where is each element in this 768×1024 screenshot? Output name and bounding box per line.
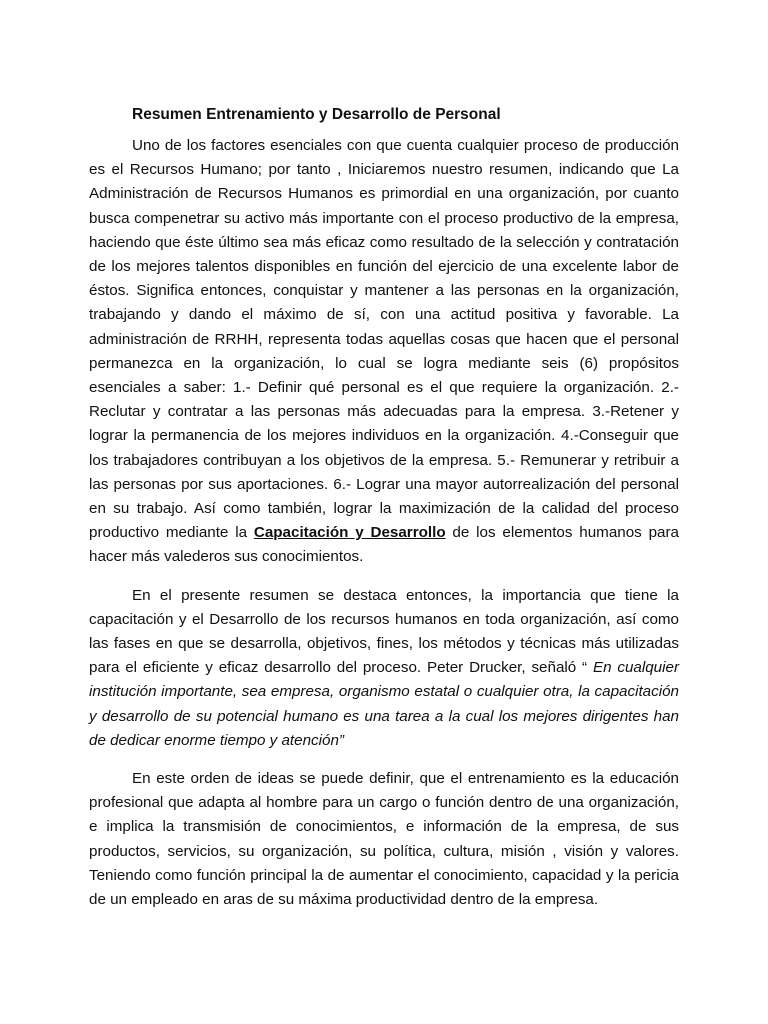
paragraph-importance — [89, 584, 679, 753]
emphasis-capacitacion-desarrollo: Capacitación y Desarrollo — [253, 524, 446, 542]
paragraph-definition — [89, 767, 679, 912]
document-title: Resumen Entrenamiento y Desarrollo de Personal — [132, 106, 501, 123]
paragraph-introduction-text: Uno de los factores esenciales con que cuenta cualquier proceso de producción es el Recursos Humano; por tanto , Iniciaremos nuestro resumen, indicando que La Administración de Recursos Humanos es primordial en una organización, por cuanto busca compenetrar su activo más importante con el proceso productivo de la empresa, haciendo que éste último sea más eficaz como resultado de la selección y contratación de los mejores talentos disponibles en función del ejercicio de una excelente labor de éstos. Significa entonces, conquistar y mantener a las personas en la organización, trabajando y dando el máximo de sí, con una actitud positiva y favorable. La administración de RRHH, representa todas aquellas cosas que hacen que el personal permanezca en la organización, lo cual se logra mediante seis (6) propósitos esenciales a saber: 1.- Definir qué personal es el que requiere la organización. 2.- Reclutar y contratar a las personas más adecuadas para la empresa. 3.-Retener y lograr la permanencia de los mejores individuos en la organización. 4.-Conseguir que los trabajadores contribuyan a los objetivos de la empresa. 5.- Remunerar y retribuir a las personas por sus aportaciones. 6.- Lograr una mayor autorrealización del personal en su trabajo. Así como también, lograr la maximización de la calidad del proceso productivo mediante la — [89, 137, 679, 542]
paragraph-definition-text: En este orden de ideas se puede definir, que el entrenamiento es la educación profesional que adapta al hombre para un cargo o función dentro de una organización, e implica la transmisión de conocimientos, e información de la empresa, de sus productos, servicios, su organización, su política, cultura, misión , visión y valores. Teniendo como función principal la de aumentar el conocimiento, capacidad y la pericia de un empleado en aras de su máxima productividad dentro de la empresa. — [89, 770, 679, 909]
document-body — [89, 103, 679, 912]
paragraph-importance-text: En el presente resumen se destaca entonces, la importancia que tiene la capacitación y el Desarrollo de los recursos humanos en toda organización, así como las fases en que se desarrolla, objetivos, fines, los métodos y técnicas más utilizadas para el eficiente y eficaz desarrollo del proceso. Peter Drucker, señaló “ — [89, 586, 679, 677]
paragraph-introduction — [89, 134, 679, 570]
paragraph-introduction-tail: de los elementos humanos para hacer más valederos sus conocimientos. — [89, 524, 679, 566]
drucker-quote: En cualquier institución importante, sea empresa, organismo estatal o cualquier otra, la capacitación y desarrollo de su potencial humano es una tarea a la cual los mejores dirigentes han de dedicar enorme tiempo y atención” — [89, 659, 679, 749]
